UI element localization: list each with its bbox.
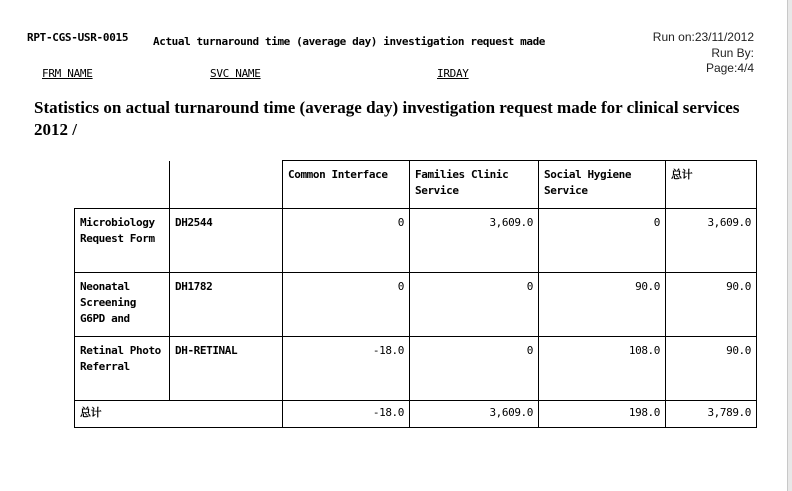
table-row bbox=[75, 209, 757, 273]
code-cell: DH-RETINAL bbox=[170, 337, 283, 401]
column-header-social-hygiene: Social Hygiene Service bbox=[539, 161, 666, 209]
grand-total-cell: 3,789.0 bbox=[666, 401, 757, 428]
row-total-cell: 90.0 bbox=[666, 273, 757, 337]
value-cell: 0 bbox=[410, 337, 539, 401]
report-title: Actual turnaround time (average day) investigation request made bbox=[153, 35, 546, 48]
statistics-heading: Statistics on actual turnaround time (average day) investigation request made for clinical services 2012 / bbox=[34, 98, 740, 139]
table-header-row bbox=[75, 161, 757, 209]
form-name-cell: Retinal Photo Referral bbox=[75, 337, 170, 401]
table-row bbox=[75, 273, 757, 337]
value-cell: 0 bbox=[283, 273, 410, 337]
grand-total-label: 总计 bbox=[75, 401, 283, 428]
value-cell: 0 bbox=[539, 209, 666, 273]
run-by-text: Run By: bbox=[711, 45, 754, 60]
grand-total-cell: 198.0 bbox=[539, 401, 666, 428]
grand-total-row bbox=[75, 401, 757, 428]
statistics-table bbox=[74, 160, 757, 428]
value-cell: -18.0 bbox=[283, 337, 410, 401]
row-total-cell: 3,609.0 bbox=[666, 209, 757, 273]
page-number: Page:4/4 bbox=[705, 61, 754, 75]
value-cell: 108.0 bbox=[539, 337, 666, 401]
row-total-cell: 90.0 bbox=[666, 337, 757, 401]
irday-header: IRDAY bbox=[437, 67, 469, 80]
column-header-total: 总计 bbox=[666, 161, 757, 209]
blank-cell bbox=[75, 161, 170, 209]
value-cell: 3,609.0 bbox=[410, 209, 539, 273]
grand-total-cell: -18.0 bbox=[283, 401, 410, 428]
frm-name-header: FRM NAME bbox=[42, 67, 93, 80]
svc-name-header: SVC NAME bbox=[210, 67, 261, 80]
code-cell: DH2544 bbox=[170, 209, 283, 273]
form-name-cell: Microbiology Request Form bbox=[75, 209, 170, 273]
value-cell: 0 bbox=[410, 273, 539, 337]
column-header-families-clinic: Families Clinic Service bbox=[410, 161, 539, 209]
blank-cell bbox=[170, 161, 283, 209]
column-header-common-interface: Common Interface bbox=[283, 161, 410, 209]
grand-total-cell: 3,609.0 bbox=[410, 401, 539, 428]
run-on-text: Run on:23/11/2012 bbox=[652, 30, 754, 44]
code-cell: DH1782 bbox=[170, 273, 283, 337]
form-name-cell: Neonatal Screening G6PD and bbox=[75, 273, 170, 337]
value-cell: 0 bbox=[283, 209, 410, 273]
table-row bbox=[75, 337, 757, 401]
value-cell: 90.0 bbox=[539, 273, 666, 337]
window-edge bbox=[787, 0, 792, 491]
report-code: RPT-CGS-USR-0015 bbox=[27, 31, 129, 44]
run-info bbox=[653, 30, 754, 77]
